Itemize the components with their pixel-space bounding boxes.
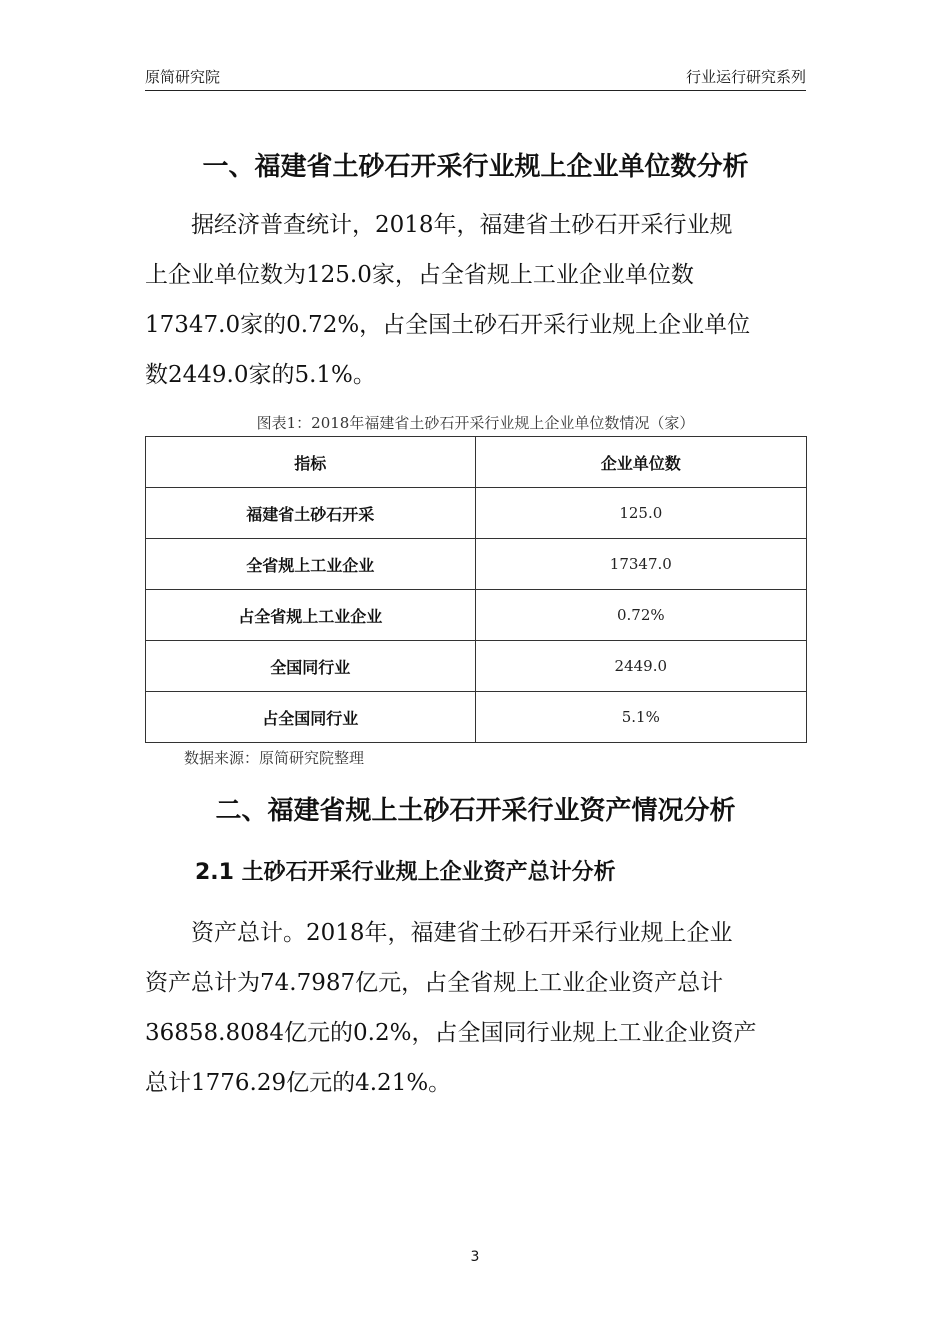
row-label: 占全省规上工业企业 — [146, 590, 476, 641]
section2-subtitle: 2.1 土砂石开采行业规上企业资产总计分析 — [195, 860, 616, 885]
row-value: 17347.0 — [475, 539, 806, 590]
table-header-row — [146, 437, 807, 488]
para-line: 36858.8084亿元的0.2%，占全国同行业规上工业企业资产 — [145, 1020, 757, 1046]
row-value: 125.0 — [475, 488, 806, 539]
table-source: 数据来源：原简研究院整理 — [184, 749, 365, 767]
row-value: 2449.0 — [475, 641, 806, 692]
row-label: 全省规上工业企业 — [146, 539, 476, 590]
column-header-count: 企业单位数 — [475, 437, 806, 488]
para-line: 数2449.0家的5.1%。 — [145, 362, 376, 388]
header-series: 行业运行研究系列 — [685, 68, 806, 86]
page-header — [145, 64, 806, 91]
table-row — [146, 590, 807, 641]
column-header-indicator: 指标 — [146, 437, 476, 488]
row-value: 0.72% — [475, 590, 806, 641]
para-line: 17347.0家的0.72%，占全国土砂石开采行业规上企业单位 — [145, 312, 751, 338]
section1-paragraph — [145, 200, 806, 400]
para-line: 资产总计为74.7987亿元，占全省规上工业企业资产总计 — [145, 970, 724, 996]
section2-title: 二、福建省规上土砂石开采行业资产情况分析 — [215, 796, 736, 826]
page-number: 3 — [470, 1249, 480, 1265]
row-label: 全国同行业 — [146, 641, 476, 692]
section1-title: 一、福建省土砂石开采行业规上企业单位数分析 — [202, 152, 749, 182]
para-line: 据经济普查统计，2018年，福建省土砂石开采行业规 — [145, 212, 733, 238]
para-line: 总计1776.29亿元的4.21%。 — [145, 1070, 452, 1096]
table-row — [146, 692, 807, 743]
enterprise-count-table — [145, 436, 807, 743]
table-row — [146, 488, 807, 539]
section2-paragraph — [145, 908, 806, 1108]
row-label: 占全国同行业 — [146, 692, 476, 743]
table-row — [146, 539, 807, 590]
table-caption: 图表1：2018年福建省土砂石开采行业规上企业单位数情况（家） — [256, 414, 695, 432]
row-value: 5.1% — [475, 692, 806, 743]
table-row — [146, 641, 807, 692]
para-line: 资产总计。2018年，福建省土砂石开采行业规上企业 — [145, 920, 733, 946]
para-line: 上企业单位数为125.0家，占全省规上工业企业单位数 — [145, 262, 694, 288]
header-org: 原简研究院 — [145, 68, 221, 86]
row-label: 福建省土砂石开采 — [146, 488, 476, 539]
